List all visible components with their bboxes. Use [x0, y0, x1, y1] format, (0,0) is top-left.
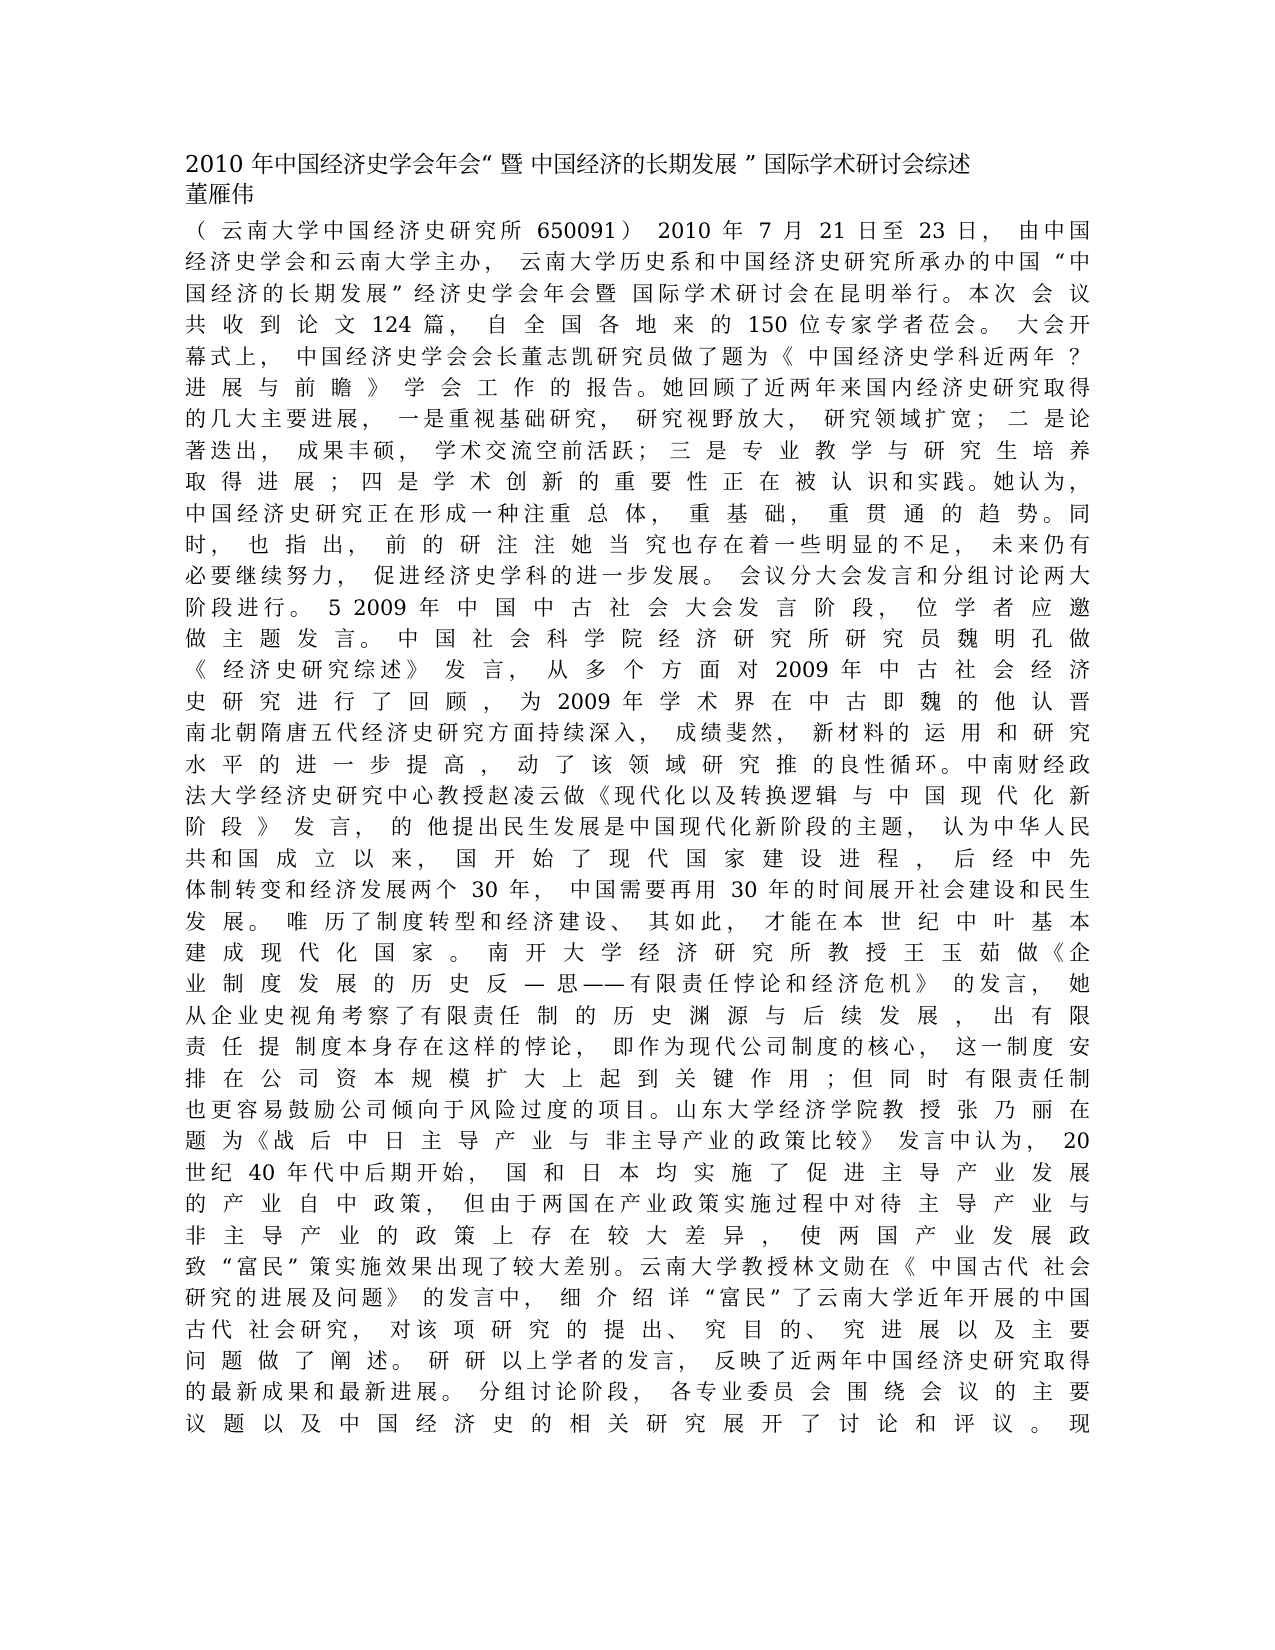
body-text-line: 排 在 公 司 资 本 规 模 扩 大 上 起 到 关 键 作 用 ；但 同 时 有限责任制 [185, 1066, 1090, 1091]
body-text-line: 时， 也 指 出， 前 的 研 注 注 她 当 究也存在着一些明显的不足， 未来仍有 [185, 532, 1090, 557]
body-text-line: 《 经济史研究综述》 发 言， 从 多 个 方 面 对 2009 年 中 古 社 会 经 济 [185, 658, 1090, 683]
body-text-line: 共 收 到 论 文 124 篇， 自 全 国 各 地 来 的 150 位专家学者莅会。 大会开 [185, 313, 1090, 338]
body-text-line: 题 为《战 后 中 日 主 导 产 业 与 非主导产业的政策比较》 发言中认为， 20 [185, 1129, 1090, 1154]
body-text-line: 体制转变和经济发展两个 30 年， 中国需要再用 30 年的时间展开社会建设和民生 [185, 878, 1090, 903]
body-text-line: 经济史学会和云南大学主办， 云南大学历史系和中国经济史研究所承办的中国 “中 [185, 250, 1090, 275]
body-text-line: 做 主 题 发 言。 中 国 社 会 科 学 院 经 济 研 究 所 研 究 员 魏 明 孔 做 [185, 627, 1090, 652]
body-text-line: 中国经济史研究正在形成一种注重 总 体， 重 基 础， 重 贯 通 的 趋 势。同 [185, 501, 1090, 526]
body-text-line: 幕式上， 中国经济史学会会长董志凯研究员做了题为《 中国经济史学科近两年 ？ [185, 344, 1090, 369]
body-text-line: 的几大主要进展， 一是重视基础研究， 研究视野放大， 研究领域扩宽； 二 是论 [185, 407, 1090, 432]
body-text-line: 致 “富民” 策实施效果出现了较大差别。云南大学教授林文勋在《 中国古代 社会 [185, 1254, 1090, 1279]
body-text-line: 取 得 进 展 ； 四 是 学 术 创 新 的 重 要 性 正 在 被 认 识和实践。她认为， [185, 470, 1090, 495]
body-text-line: 业 制 度 发 展 的 历 史 反 — 思——有限责任悖论和经济危机》 的发言， 她 [185, 972, 1090, 997]
body-text-line: 研究的进展及问题》 的发言中， 细 介 绍 详 “富民” 了云南大学近年开展的中国 [185, 1286, 1090, 1311]
body-text-line: 共和国 成 立 以 来， 国 开 始 了 现 代 国 家 建 设 进 程 ， 后 经 中 先 [185, 846, 1090, 871]
body-text-line: 发 展。 唯 历了制度转型和经济建设、 其如此， 才能在本 世 纪 中 叶 基 本 [185, 909, 1090, 934]
body-text-line: 水 平 的 进 一 步 提 高 ， 动 了 该 领 域 研 究 推 的良性循环。中南财经政 [185, 752, 1090, 777]
body-text-line: 阶 段 》 发 言， 的 他提出民生发展是中国现代化新阶段的主题， 认为中华人民 [185, 815, 1090, 840]
body-text-line: 阶段进行。 5 2009 年 中 国 中 古 社 会 大会发 言 阶 段， 位 学 者 应 邀 [185, 595, 1090, 620]
body-text-line: 问 题 做 了 阐 述。 研 研 以上学者的发言， 反映了近两年中国经济史研究取得 [185, 1349, 1090, 1374]
document-header [185, 150, 1085, 210]
body-text-line: 国经济的长期发展” 经济史学会年会暨 国际学术研讨会在昆明举行。本次 会 议 [185, 281, 1090, 306]
body-text-line: 南北朝隋唐五代经济史研究方面持续深入， 成绩斐然， 新材料的 运 用 和 研 究 [185, 721, 1090, 746]
body-text-line: 议 题 以 及 中 国 经 济 史 的 相 关 研 究 展 开 了 讨 论 和 评 议 。 现 [185, 1411, 1090, 1436]
body-text-line: 的 产 业 自 中 政策， 但由于两国在产业政策实施过程中对待 主 导 产 业 与 [185, 1192, 1090, 1217]
body-text-line: 也更容易鼓励公司倾向于风险过度的项目。山东大学经济学院教 授 张 乃 丽 在 [185, 1097, 1090, 1122]
body-text-line: 史 研 究 进 行 了 回 顾 ， 为 2009 年 学 术 界 在 中 古 即 魏 的 他 认 晋 [185, 689, 1090, 714]
body-text-line: 进 展 与 前 瞻 》 学 会 工 作 的 报告。她回顾了近两年来国内经济史研究取得 [185, 375, 1090, 400]
body-text-line: 法大学经济史研究中心教授赵凌云做《现代化以及转换逻辑 与 中 国 现 代 化 新 [185, 784, 1090, 809]
body-text-line: 非 主 导 产 业 的 政 策 上 存 在 较 大 差 异 ， 使 两 国 产 业 发 展 政 [185, 1223, 1090, 1248]
document-body [185, 216, 1090, 1440]
body-text-line: 从企业史视角考察了有限责任 制 的 历 史 渊 源 与 后 续 发 展 ， 出 有 限 [185, 1003, 1090, 1028]
body-text-line: 的最新成果和最新进展。 分组讨论阶段， 各专业委员 会 围 绕 会 议 的 主 要 [185, 1380, 1090, 1405]
body-text-line: 古代 社会研究， 对该 项 研 究 的 提 出、 究 目 的、 究 进 展 以 及 主 要 [185, 1317, 1090, 1342]
document-author: 董雁伟 [185, 182, 254, 208]
body-text-line: 责 任 提 制度本身存在这样的悖论， 即作为现代公司制度的核心， 这一制度 安 [185, 1035, 1090, 1060]
body-text-line: 著迭出， 成果丰硕， 学术交流空前活跃； 三 是 专 业 教 学 与 研 究 生 培 养 [185, 438, 1090, 463]
body-text-line: 必要继续努力， 促进经济史学科的进一步发展。 会议分大会发言和分组讨论两大 [185, 564, 1090, 589]
body-text-line: 建 成 现 代 化 国 家 。 南 开 大 学 经 济 研 究 所 教 授 王 玉 茹 做《企 [185, 940, 1090, 965]
document-title: 2010 年中国经济史学会年会“ 暨 中国经济的长期发展 ” 国际学术研讨会综述 [185, 152, 971, 178]
body-text-line: （ 云南大学中国经济史研究所 650091） 2010 年 7 月 21 日至 23 日， 由中国 [185, 219, 1090, 243]
body-text-line: 世纪 40 年代中后期开始， 国 和 日 本 均 实 施 了 促 进 主 导 产 业 发 展 [185, 1160, 1090, 1185]
